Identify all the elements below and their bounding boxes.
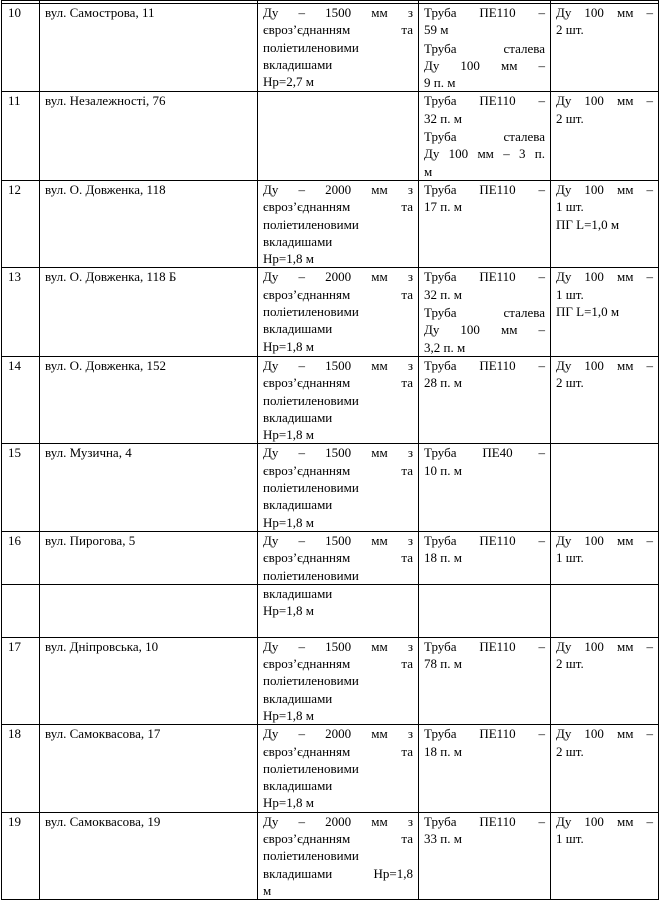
well-cell (258, 812, 419, 899)
cell-text-line: Ду – 1500 мм з (263, 532, 413, 548)
table-row-13 (2, 268, 659, 356)
table-row-19 (2, 812, 659, 899)
cell-text-line: Труба сталева (424, 40, 545, 56)
cell-text-line: євроз’єднанням та (263, 22, 413, 38)
cell-text-line: м (263, 882, 272, 898)
cell-text-line: 33 п. м (424, 831, 462, 847)
address-cell (40, 584, 258, 637)
cell-text-line: поліетиленовими (263, 848, 359, 864)
cell-text-line: вкладишами (263, 56, 333, 72)
row-number-text: 18 (8, 726, 21, 742)
cell-text-line: вкладишами (263, 233, 333, 249)
cell-text-line: Нр=1,8 м (263, 603, 314, 619)
cell-text-line: Ду 100 мм – (556, 93, 653, 109)
address-text: вул. Дніпровська, 10 (45, 638, 159, 654)
address-text: вул. Самострова, 11 (45, 5, 155, 20)
cell-text-line: вкладишами (263, 321, 333, 337)
cell-text-line: Ду 100 мм – (556, 5, 653, 20)
row-number (2, 444, 40, 531)
row-number (2, 4, 40, 92)
row-number-text: 16 (8, 532, 21, 548)
cell-text-line: Труба ПЕ110 – (424, 813, 545, 829)
cell-text-line: Труба ПЕ40 – (424, 445, 545, 461)
cell-text-line: 17 п. м (424, 199, 462, 215)
pipe-cell (419, 531, 551, 584)
row-number (2, 356, 40, 443)
cell-text-line: ПГ L=1,0 м (556, 304, 620, 320)
address-cell (40, 180, 258, 267)
cell-text-line: Труба сталева (424, 305, 545, 321)
well-cell (258, 4, 419, 92)
address-cell (40, 531, 258, 584)
cell-text-line: Труба ПЕ110 – (424, 181, 545, 197)
cell-text-line: поліетиленовими (263, 760, 359, 776)
cell-text-line: Ду 100 мм – (556, 269, 653, 285)
table-row-14 (2, 356, 659, 443)
pipe-cell (419, 180, 551, 267)
table-row-17 (2, 637, 659, 724)
cell-text-line: 1 шт. (556, 550, 584, 566)
cell-text-line: євроз’єднанням та (263, 462, 413, 478)
pipe-cell (419, 444, 551, 531)
cell-text-line: 59 м (424, 22, 449, 38)
cell-text-line: 2 шт. (556, 743, 584, 759)
address-text: вул. Музична, 4 (45, 445, 132, 461)
valve-cell (551, 92, 659, 180)
valve-cell (551, 180, 659, 267)
table-row-10 (2, 4, 659, 92)
valve-cell (551, 637, 659, 724)
cell-text-line: євроз’єднанням та (263, 831, 413, 847)
address-text: вул. Незалежності, 76 (45, 93, 166, 109)
table-row-11 (2, 92, 659, 180)
cell-text-line: 78 п. м (424, 656, 462, 672)
valve-cell (551, 812, 659, 899)
address-cell (40, 812, 258, 899)
cell-text-line: Ду 100 мм – (556, 638, 653, 654)
cell-text-line: вкладишами (263, 778, 333, 794)
cell-text-line: 2 шт. (556, 22, 584, 38)
cell-text-line: Ду 100 мм – (556, 726, 653, 742)
address-cell (40, 4, 258, 92)
cell-text-line: Ду – 1500 мм з (263, 357, 413, 373)
cell-text-line: 18 п. м (424, 743, 462, 759)
well-cell (258, 180, 419, 267)
row-number-text: 10 (8, 5, 21, 20)
valve-cell (551, 531, 659, 584)
address-text: вул. Пирогова, 5 (45, 532, 136, 548)
valve-cell (551, 4, 659, 92)
cell-text-line: Нр=1,8 м (263, 707, 314, 723)
well-cell (258, 584, 419, 637)
cell-text-line: поліетиленовими (263, 567, 359, 583)
row-number-text: 15 (8, 445, 21, 461)
cell-text-line: Ду – 2000 мм з (263, 269, 413, 285)
pipe-cell (419, 4, 551, 92)
row-number (2, 92, 40, 180)
cell-text-line: Нр=1,8 м (263, 514, 314, 530)
row-number-text: 13 (8, 269, 21, 285)
cell-text-line: Нр=2,7 м (263, 74, 314, 90)
cell-text-line: Ду – 1500 мм з (263, 445, 413, 461)
address-cell (40, 637, 258, 724)
cell-text-line: 1 шт. (556, 199, 584, 215)
cell-text-line: євроз’єднанням та (263, 550, 413, 566)
pipe-cell (419, 725, 551, 812)
row-number (2, 268, 40, 356)
cell-text-line: вкладишами Нр=1,8 (263, 865, 413, 881)
address-cell (40, 92, 258, 180)
cell-text-line: Ду – 1500 мм з (263, 638, 413, 654)
address-text: вул. Самоквасова, 17 (45, 726, 161, 742)
works-table (1, 0, 659, 900)
cell-text-line: 18 п. м (424, 550, 462, 566)
well-cell (258, 531, 419, 584)
cell-text-line: Ду 100 мм – (424, 57, 545, 73)
cell-text-line: євроз’єднанням та (263, 656, 413, 672)
address-text: вул. О. Довженка, 118 Б (45, 269, 177, 285)
cell-text-line: Ду – 2000 мм з (263, 726, 413, 742)
cell-text-line: Труба сталева (424, 129, 545, 145)
cell-text-line: Труба ПЕ110 – (424, 726, 545, 742)
row-number-text: 12 (8, 181, 21, 197)
cell-text-line: поліетиленовими (263, 216, 359, 232)
row-number-text: 11 (8, 93, 21, 109)
cell-text-line: вкладишами (263, 690, 333, 706)
pipe-cell (419, 356, 551, 443)
cell-text-line: 28 п. м (424, 375, 462, 391)
cell-text-line: поліетиленовими (263, 304, 359, 320)
pipe-cell (419, 637, 551, 724)
cell-text-line: вкладишами (263, 497, 333, 513)
well-cell (258, 356, 419, 443)
table-row-18 (2, 725, 659, 812)
cell-text-line: 1 шт. (556, 286, 584, 302)
cell-text-line: вкладишами (263, 409, 333, 425)
well-cell (258, 444, 419, 531)
address-text: вул. Самоквасова, 19 (45, 813, 161, 829)
cell-text-line: 2 шт. (556, 656, 584, 672)
cell-text-line: ПГ L=1,0 м (556, 216, 620, 232)
cell-text-line: Ду 100 мм – (556, 532, 653, 548)
table-row-15 (2, 444, 659, 531)
address-cell (40, 725, 258, 812)
well-cell (258, 268, 419, 356)
row-number-text: 17 (8, 638, 21, 654)
valve-cell (551, 444, 659, 531)
valve-cell (551, 725, 659, 812)
address-text: вул. О. Довженка, 118 (45, 181, 166, 197)
cell-text-line: 1 шт. (556, 831, 584, 847)
cell-text-line: Нр=1,8 м (263, 251, 314, 267)
cell-text-line: поліетиленовими (263, 673, 359, 689)
cell-text-line: Ду 100 мм – (556, 357, 653, 373)
cell-text-line: 3,2 п. м (424, 339, 466, 355)
cell-text-line: 10 п. м (424, 462, 462, 478)
pipe-cell (419, 812, 551, 899)
table-row-continued (2, 584, 659, 637)
address-cell (40, 268, 258, 356)
well-cell (258, 92, 419, 180)
pipe-cell (419, 584, 551, 637)
cell-text-line: Ду 100 мм – (556, 181, 653, 197)
cell-text-line: 2 шт. (556, 110, 584, 126)
valve-cell (551, 584, 659, 637)
cell-text-line: Нр=1,8 м (263, 795, 314, 811)
row-number (2, 812, 40, 899)
cell-text-line: Ду – 2000 мм з (263, 813, 413, 829)
row-number (2, 637, 40, 724)
cell-text-line: Ду – 1500 мм з (263, 5, 413, 20)
cell-text-line: вкладишами (263, 585, 333, 601)
cell-text-line: 32 п. м (424, 286, 462, 302)
address-cell (40, 356, 258, 443)
cell-text-line: Ду 100 мм – (556, 813, 653, 829)
row-number (2, 584, 40, 637)
cell-text-line: Нр=1,8 м (263, 338, 314, 354)
cell-text-line: 32 п. м (424, 110, 462, 126)
well-cell (258, 637, 419, 724)
cell-text-line: Труба ПЕ110 – (424, 5, 545, 20)
cell-text-line: Труба ПЕ110 – (424, 532, 545, 548)
cell-text-line: євроз’єднанням та (263, 375, 413, 391)
cell-text-line: 2 шт. (556, 375, 584, 391)
cell-text-line: поліетиленовими (263, 480, 359, 496)
cell-text-line: Труба ПЕ110 – (424, 638, 545, 654)
row-number-text: 14 (8, 357, 21, 373)
cell-text-line: євроз’єднанням та (263, 199, 413, 215)
table-row-12 (2, 180, 659, 267)
cell-text-line: Труба ПЕ110 – (424, 269, 545, 285)
cell-text-line: Нр=1,8 м (263, 427, 314, 443)
valve-cell (551, 356, 659, 443)
table-row-16 (2, 531, 659, 584)
cell-text-line: Ду 100 мм – 3 п. (424, 146, 545, 162)
cell-text-line: євроз’єднанням та (263, 743, 413, 759)
well-cell (258, 725, 419, 812)
cell-text-line: м (424, 163, 433, 179)
row-number-text: 19 (8, 813, 21, 829)
row-number (2, 725, 40, 812)
pipe-cell (419, 268, 551, 356)
cell-text-line: євроз’єднанням та (263, 286, 413, 302)
row-number (2, 531, 40, 584)
cell-text-line: поліетиленовими (263, 392, 359, 408)
valve-cell (551, 268, 659, 356)
pipe-cell (419, 92, 551, 180)
row-number (2, 180, 40, 267)
cell-text-line: 9 п. м (424, 75, 456, 91)
cell-text-line: Труба ПЕ110 – (424, 357, 545, 373)
address-cell (40, 444, 258, 531)
works-table-body (2, 1, 659, 900)
cell-text-line: поліетиленовими (263, 39, 359, 55)
cell-text-line: Труба ПЕ110 – (424, 93, 545, 109)
cell-text-line: Ду – 2000 мм з (263, 181, 413, 197)
address-text: вул. О. Довженка, 152 (45, 357, 167, 373)
cell-text-line: Ду 100 мм – (424, 322, 545, 338)
